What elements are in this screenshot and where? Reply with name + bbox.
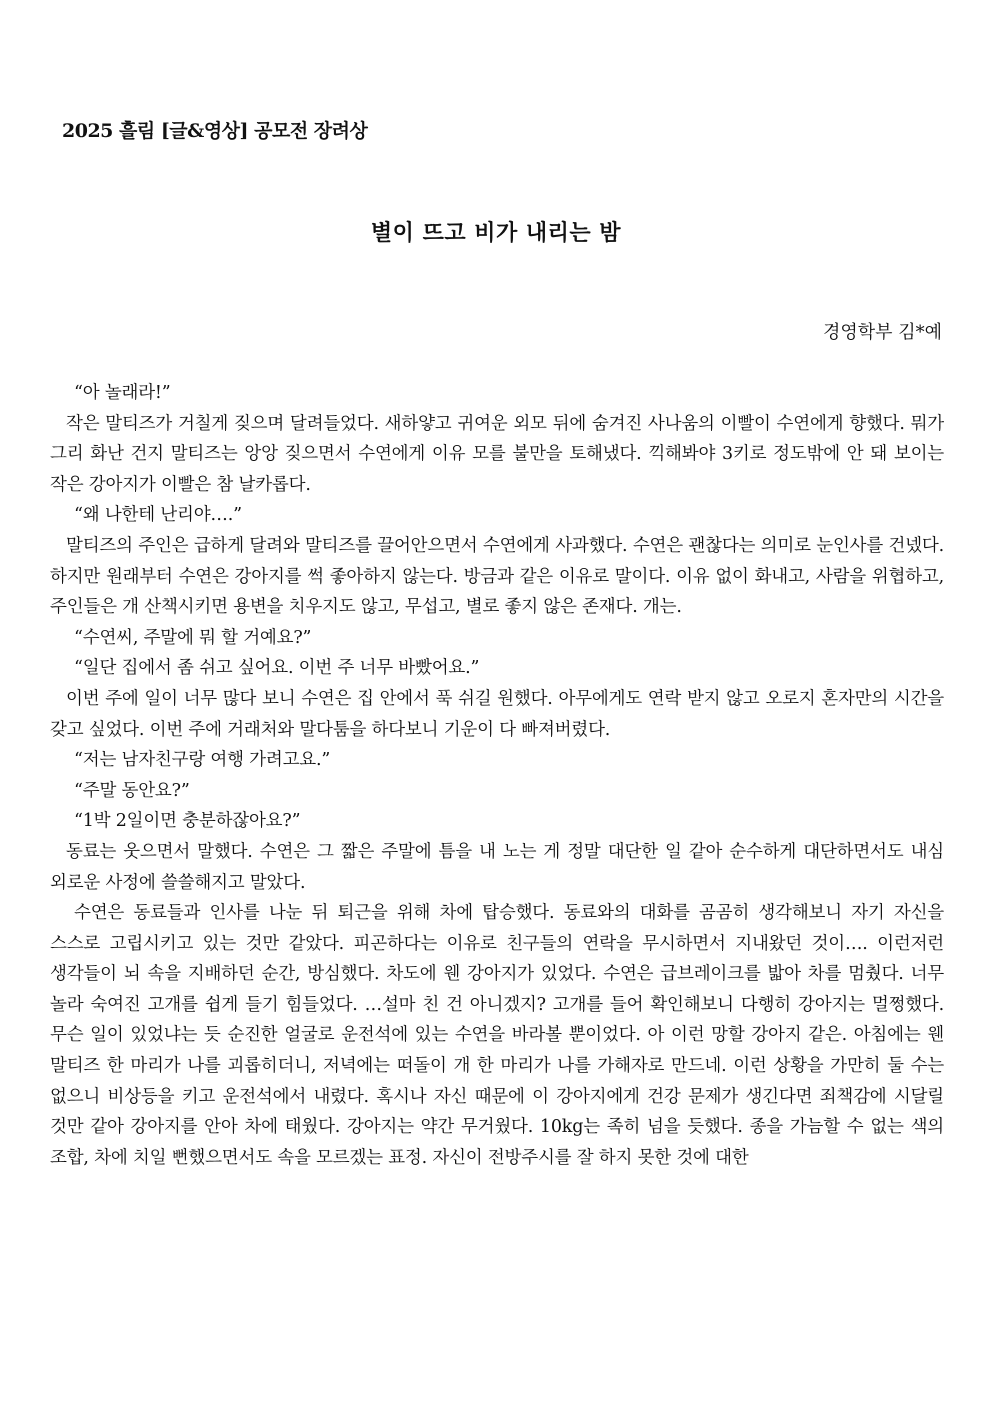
paragraph: 동료는 웃으면서 말했다. 수연은 그 짧은 주말에 틈을 내 노는 게 정말 대단한 일 같아 순수하게 대단하면서도 내심 외로운 사정에 쓸쓸해지고 말았다. <box>50 841 944 893</box>
paragraph: 작은 말티즈가 거칠게 짖으며 달려들었다. 새하얗고 귀여운 외모 뒤에 숨겨진 사나움의 이빨이 수연에게 향했다. 뭐가 그리 화난 건지 말티즈는 앙앙 짖으면서 수연에게 이유 모를 불만을 토해냈다. 끽해봐야 3키로 정도밖에 안 돼 보이는 작은 강아지가 이빨은 참 날카롭다. <box>50 413 944 495</box>
paragraph: 이번 주에 일이 너무 많다 보니 수연은 집 안에서 푹 쉬길 원했다. 아무에게도 연락 받지 않고 오로지 혼자만의 시간을 갖고 싶었다. 이번 주에 거래처와 말다툼을 하다보니 기운이 다 빠져버렸다. <box>50 688 944 740</box>
paragraph: “왜 나한테 난리야….” <box>74 505 242 526</box>
document-title: 별이 뜨고 비가 내리는 밤 <box>370 220 622 246</box>
paragraph: “1박 2일이면 충분하잖아요?” <box>74 811 301 832</box>
paragraph: 수연은 동료들과 인사를 나눈 뒤 퇴근을 위해 차에 탑승했다. 동료와의 대화를 곰곰히 생각해보니 자기 자신을 스스로 고립시키고 있는 것만 같았다. 피곤하다는 이유로 친구들의 연락을 무시하면서 지내왔던 것이…. 이런저런 생각들이 뇌 속을 지배하던 순간, 방심했다. 차도에 웬 강아지가 있었다. 수연은 급브레이크를 밟아 차를 멈췄다. 너무 놀라 숙여진 고개를 쉽게 들기 힘들었다. …설마 친 건 아니겠지? 고개를 들어 확인해보니 다행히 강아지는 멀쩡했다. 무슨 일이 있었냐는 듯 순진한 얼굴로 운전석에 있는 수연을 바라볼 뿐이었다. 아 이런 망할 강아지 같은. 아침에는 웬 말티즈 한 마리가 나를 괴롭히더니, 저녁에는 떠돌이 개 한 마리가 나를 가해자로 만드네. 이런 상황을 가만히 둘 수는 없으니 비상등을 키고 운전석에서 내렸다. 혹시나 자신 때문에 이 강아지에게 건강 문제가 생긴다면 죄책감에 시달릴 것만 같아 강아지를 안아 차에 태웠다. 강아지는 약간 무거웠다. 10kg는 족히 넘을 듯했다. 종을 가늠할 수 없는 색의 조합, 차에 치일 뻔했으면서도 속을 모르겠는 표정. 자신이 전방주시를 잘 하지 못한 것에 대한 <box>50 903 944 1168</box>
paragraph: “일단 집에서 좀 쉬고 싶어요. 이번 주 너무 바빴어요.” <box>74 658 480 679</box>
paragraph: 말티즈의 주인은 급하게 달려와 말티즈를 끌어안으면서 수연에게 사과했다. 수연은 괜찮다는 의미로 눈인사를 건넸다. 하지만 원래부터 수연은 강아지를 썩 좋아하지 않는다. 방금과 같은 이유로 말이다. 이유 없이 화내고, 사람을 위협하고, 주인들은 개 산책시키면 용변을 치우지도 않고, 무섭고, 별로 좋지 않은 존재다. 개는. <box>50 535 944 618</box>
paragraph: “주말 동안요?” <box>74 780 190 801</box>
paragraph: “아 놀래라!” <box>74 383 171 403</box>
paragraph: “저는 남자친구랑 여행 가려고요.” <box>74 750 331 771</box>
award-header: 2025 흘림 [글&영상] 공모전 장려상 <box>62 120 368 142</box>
story-body <box>50 378 944 1173</box>
paragraph: “수연씨, 주말에 뭐 할 거예요?” <box>74 627 312 648</box>
author-line: 경영학부 김*예 <box>822 322 942 343</box>
